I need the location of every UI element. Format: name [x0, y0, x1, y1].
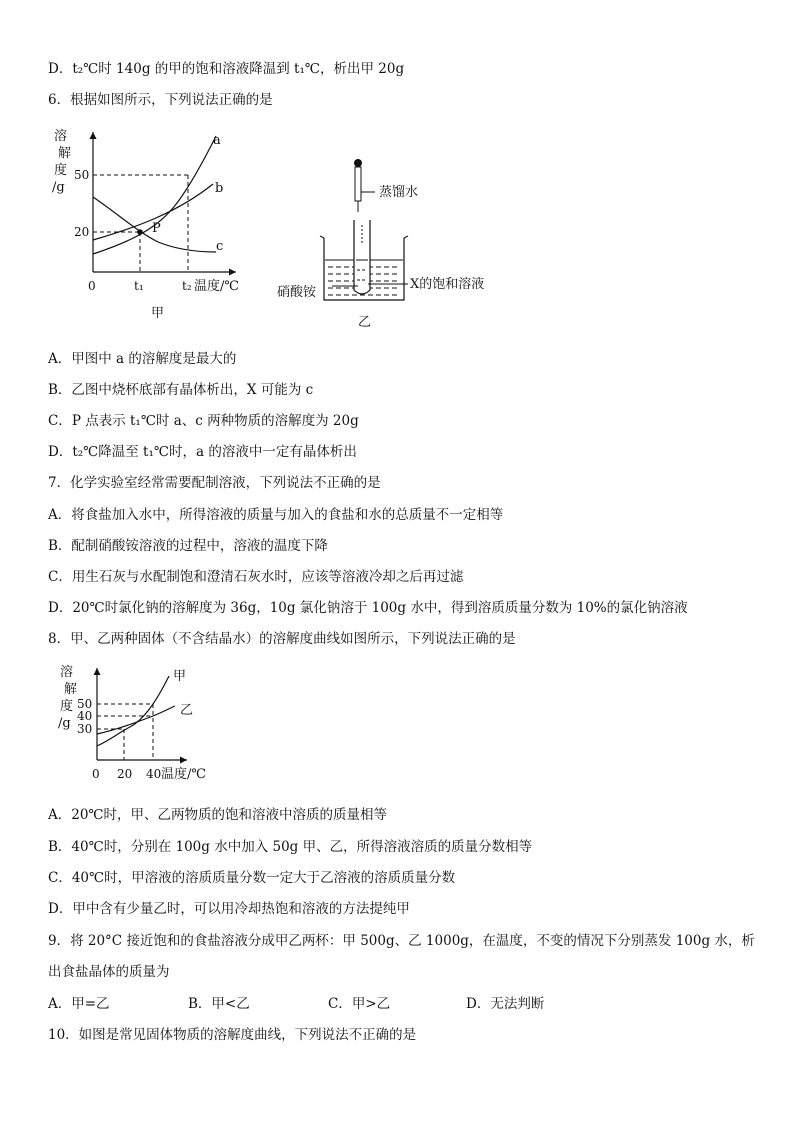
x-tick-40: 40 — [146, 767, 162, 781]
q6-option-a: A．甲图中 a 的溶解度是最大的 — [48, 351, 237, 367]
point-p-label: P — [152, 221, 161, 236]
fig6-beaker-diagram — [272, 150, 512, 330]
q7-stem: 7．化学实验室经常需要配制溶液，下列说法不正确的是 — [48, 475, 381, 491]
q9-stem-line1: 9．将 20°C 接近饱和的食盐溶液分成甲乙两杯：甲 500g、乙 1000g，在温度，不变的情况下分别蒸发 100g 水，析 — [48, 933, 755, 949]
x-tick-0: 0 — [92, 767, 100, 781]
q6-option-b: B．乙图中烧杯底部有晶体析出，X 可能为 c — [48, 382, 314, 398]
q7-option-b: B．配制硝酸铵溶液的过程中，溶液的温度下降 — [48, 538, 328, 554]
curve-jia-label: 甲 — [173, 669, 187, 684]
y-label-1: 溶 — [54, 129, 68, 144]
x-tick-20: 20 — [117, 767, 133, 781]
q8-option-d: D．甲中含有少量乙时，可以用冷却热饱和溶液的方法提纯甲 — [48, 901, 410, 917]
curve-jia — [97, 676, 169, 746]
y-tick-20: 20 — [74, 225, 90, 239]
q7-option-a: A．将食盐加入水中，所得溶液的质量与加入的食盐和水的总质量不一定相等 — [48, 507, 504, 523]
x-tick-0: 0 — [88, 279, 96, 293]
q7-option-c: C．用生石灰与水配制饱和澄清石灰水时，应该等溶液冷却之后再过滤 — [48, 569, 464, 585]
caption-jia: 甲 — [151, 306, 165, 321]
fig8-solubility-chart — [55, 660, 225, 788]
y-label-4: /g — [58, 716, 71, 731]
y-tick-40: 40 — [77, 709, 93, 723]
y-tick-50: 50 — [77, 697, 93, 711]
q5-option-d: D．t₂℃时 140g 的甲的饱和溶液降温到 t₁℃，析出甲 20g — [48, 61, 405, 77]
q8-option-c: C．40℃时，甲溶液的溶质质量分数一定大于乙溶液的溶质质量分数 — [48, 870, 456, 886]
q8-option-a: A．20℃时，甲、乙两物质的饱和溶液中溶质的质量相等 — [48, 807, 388, 823]
dropper-label: 蒸馏水 — [379, 185, 419, 200]
curve-yi-label: 乙 — [180, 703, 194, 718]
dropper-bulb — [354, 159, 362, 167]
y-label-3: 度 — [54, 163, 68, 178]
point-p — [137, 229, 143, 235]
y-label-3: 度 — [60, 699, 74, 714]
curve-a-label: a — [213, 133, 221, 148]
q9-option-a: A．甲=乙 — [48, 996, 110, 1012]
q8-stem: 8．甲、乙两种固体（不含结晶水）的溶解度曲线如图所示，下列说法正确的是 — [48, 631, 516, 647]
x-tick-t2: t₂ — [182, 279, 192, 293]
y-tick-50: 50 — [74, 168, 90, 182]
q9-option-c: C．甲>乙 — [328, 996, 391, 1012]
y-label-4: /g — [52, 180, 65, 195]
y-tick-30: 30 — [77, 722, 93, 736]
x-label: 温度/℃ — [161, 767, 206, 782]
curve-yi — [97, 706, 175, 734]
curve-b-label: b — [215, 181, 224, 196]
q10-stem: 10．如图是常见固体物质的溶解度曲线，下列说法不正确的是 — [48, 1027, 417, 1043]
q8-option-b: B．40℃时，分别在 100g 水中加入 50g 甲、乙，所得溶液溶质的质量分数相等 — [48, 839, 533, 855]
right-label: X的饱和溶液 — [410, 277, 485, 292]
q6-option-d: D．t₂℃降温至 t₁℃时，a 的溶液中一定有晶体析出 — [48, 444, 357, 460]
x-label: 温度/℃ — [194, 279, 239, 294]
q6-option-c: C．P 点表示 t₁℃时 a、c 两种物质的溶解度为 20g — [48, 413, 359, 429]
q6-stem: 6．根据如图所示，下列说法正确的是 — [48, 92, 273, 108]
fig6-solubility-chart — [48, 122, 258, 327]
x-tick-t1: t₁ — [134, 279, 144, 293]
test-tube — [354, 220, 370, 294]
dropper-tube — [355, 167, 361, 201]
q9-stem-line2: 出食盐晶体的质量为 — [48, 964, 170, 980]
caption-yi: 乙 — [358, 315, 372, 330]
q7-option-d: D．20℃时氯化钠的溶解度为 36g，10g 氯化钠溶于 100g 水中，得到溶质质量分数为 10%的氯化钠溶液 — [48, 600, 688, 616]
q9-options — [48, 992, 544, 1012]
curve-c-label: c — [216, 239, 224, 254]
q9-option-d: D．无法判断 — [466, 996, 545, 1012]
y-label-2: 解 — [64, 682, 78, 697]
y-label-2: 解 — [58, 146, 72, 161]
y-label-1: 溶 — [60, 665, 74, 680]
q9-option-b: B．甲<乙 — [188, 996, 250, 1012]
left-label: 硝酸铵 — [277, 285, 317, 300]
